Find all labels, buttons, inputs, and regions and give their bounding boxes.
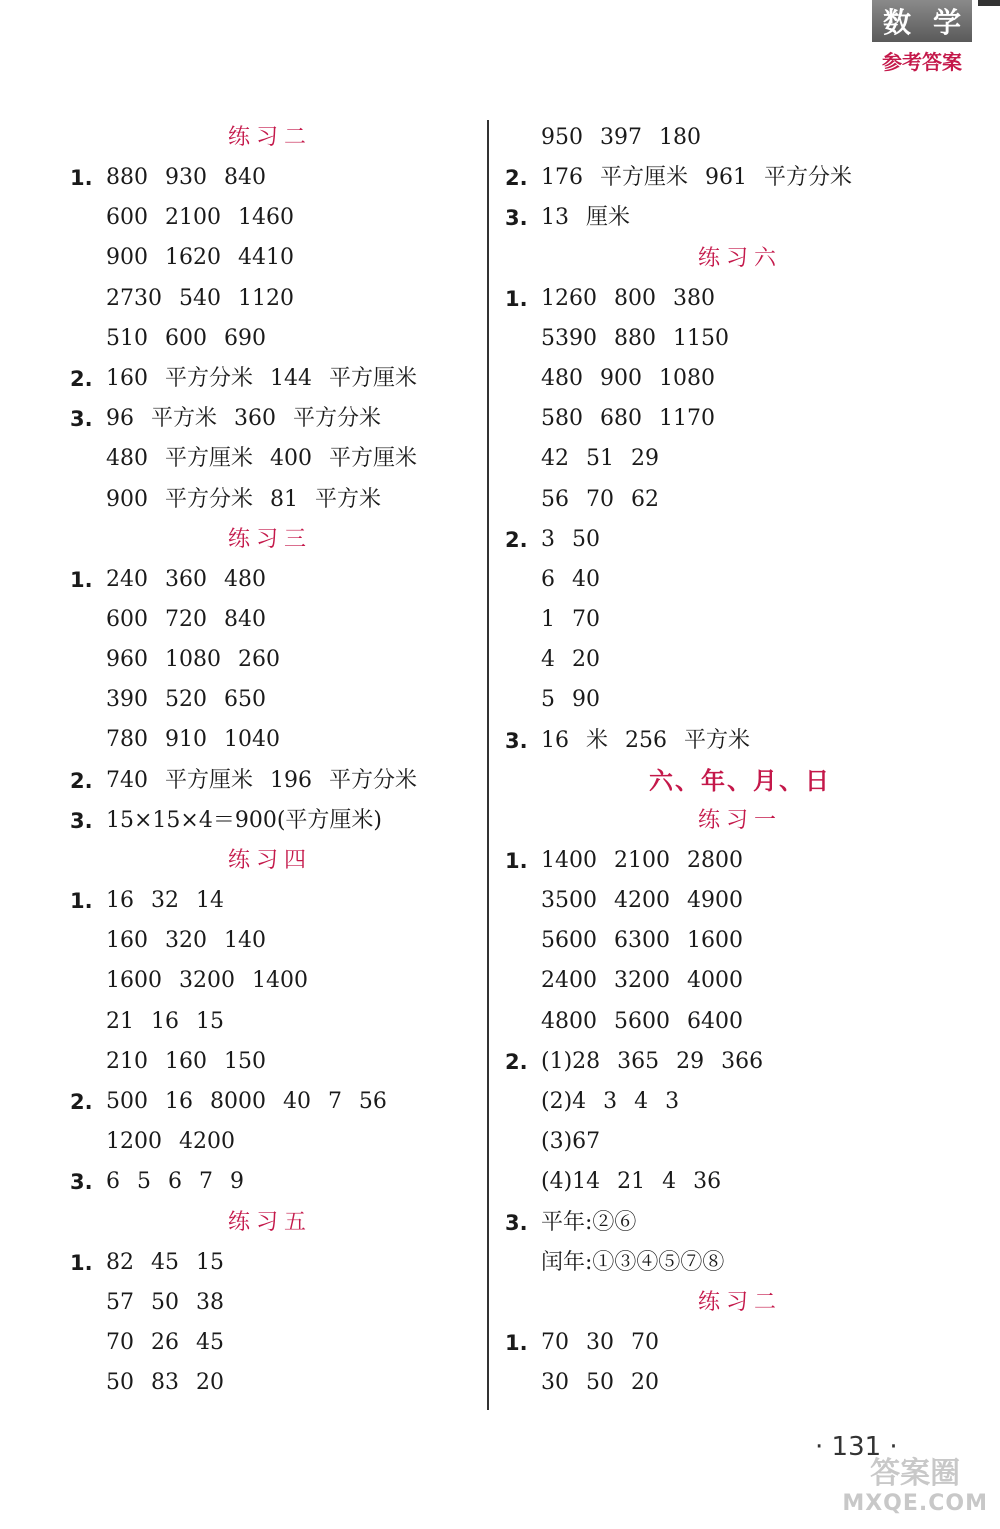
answer-text: 1600 3200 1400 <box>106 968 308 994</box>
question-number <box>505 399 541 439</box>
answer-text: 580 680 1170 <box>541 406 715 432</box>
question-number <box>70 198 106 238</box>
question-number <box>505 1002 541 1042</box>
question-number <box>70 720 106 760</box>
question-number: 1. <box>70 166 93 190</box>
answer-text: 960 1080 260 <box>106 647 280 673</box>
answer-text: 160 320 140 <box>106 928 266 954</box>
subject-char-1: 数 <box>882 6 911 39</box>
question-number: 1. <box>505 286 528 311</box>
answer-text: (4)14 21 4 36 <box>541 1169 722 1195</box>
question-number <box>70 680 106 720</box>
question-number <box>505 1082 541 1122</box>
answer-row <box>505 1363 975 1403</box>
question-number <box>70 921 106 961</box>
question-number: 2. <box>70 768 93 793</box>
answer-row <box>70 720 470 760</box>
answer-text: 1 70 <box>541 607 600 633</box>
answer-text: (3)67 <box>541 1129 601 1155</box>
answer-row <box>505 1122 975 1162</box>
section-title: 练习六 <box>697 245 782 271</box>
answer-row <box>505 118 975 158</box>
question-number <box>505 921 541 961</box>
question-number <box>505 640 541 680</box>
question-number <box>70 1122 106 1162</box>
answer-row <box>70 1002 470 1042</box>
question-number <box>505 1122 541 1162</box>
answer-text: 70 30 70 <box>541 1329 659 1355</box>
answer-row <box>70 961 470 1001</box>
answer-text: 510 600 690 <box>106 325 266 351</box>
answer-text: 6 5 6 7 9 <box>106 1169 244 1195</box>
answer-text: 4 20 <box>541 647 600 673</box>
answer-text: 3500 4200 4900 <box>541 888 743 913</box>
answer-row <box>70 600 470 640</box>
answer-row <box>505 399 975 439</box>
answer-text: 82 45 15 <box>106 1249 224 1275</box>
answer-row <box>70 640 470 680</box>
question-number <box>70 480 106 520</box>
answer-text: (1)28 365 29 366 <box>541 1048 764 1074</box>
question-number: 1. <box>70 567 93 592</box>
question-number <box>505 359 541 399</box>
answer-row <box>505 881 975 921</box>
answer-row <box>70 1162 470 1202</box>
answer-text: 780 910 1040 <box>106 727 280 753</box>
answer-row <box>505 1042 975 1082</box>
answer-text: 平年:②⑥ <box>541 1209 637 1235</box>
question-number: 1. <box>70 889 93 913</box>
answer-text: 240 360 480 <box>106 566 266 592</box>
answer-row <box>70 480 470 520</box>
answer-row <box>505 1243 975 1283</box>
answer-text: 1400 2100 2800 <box>541 847 743 873</box>
answer-row <box>505 921 975 961</box>
answer-text: 1260 800 380 <box>541 285 715 311</box>
page-number: · 131 · <box>815 1432 898 1462</box>
answer-row <box>505 1203 975 1243</box>
answer-text: 5 90 <box>541 687 600 713</box>
answer-row <box>505 560 975 600</box>
answer-text: 880 930 840 <box>106 165 266 190</box>
answer-text: 16 米 256 平方米 <box>541 727 750 753</box>
question-number: 2. <box>70 366 93 391</box>
question-number <box>70 1323 106 1363</box>
answer-row <box>70 238 470 278</box>
question-number <box>70 1363 106 1403</box>
question-number: 2. <box>505 527 528 552</box>
section-title: 练习三 <box>227 526 312 552</box>
question-number <box>505 881 541 921</box>
answer-row <box>70 198 470 238</box>
question-number: 1. <box>505 848 528 873</box>
answer-row <box>505 841 975 881</box>
answer-row <box>505 1002 975 1042</box>
answer-row <box>505 961 975 1001</box>
answer-row <box>70 801 470 841</box>
chapter-title: 六、年、月、日 <box>649 765 831 795</box>
answer-text: 600 2100 1460 <box>106 205 294 231</box>
question-number <box>505 560 541 600</box>
question-number: 1. <box>70 1250 93 1275</box>
question-number <box>70 279 106 319</box>
question-number <box>70 238 106 278</box>
watermark-line-2: MXQE.COM <box>842 1491 988 1516</box>
answer-text: 57 50 38 <box>106 1289 224 1315</box>
answer-text: 2730 540 1120 <box>106 285 294 311</box>
answer-row <box>70 1363 470 1403</box>
question-number <box>505 319 541 359</box>
question-number <box>70 1002 106 1042</box>
answer-row <box>70 439 470 479</box>
section-title: 练习二 <box>227 125 312 150</box>
answer-text: 30 50 20 <box>541 1370 659 1396</box>
question-number <box>70 1042 106 1082</box>
answer-text: 160 平方分米 144 平方厘米 <box>106 365 417 391</box>
question-number <box>505 1363 541 1403</box>
answer-text: 70 26 45 <box>106 1329 224 1355</box>
answer-row <box>70 761 470 801</box>
question-number: 3. <box>505 206 528 231</box>
answer-text: 1200 4200 <box>106 1129 235 1155</box>
subject-char-2: 学 <box>933 6 962 39</box>
answer-text: 900 1620 4410 <box>106 245 294 271</box>
question-number <box>70 319 106 359</box>
left-column <box>70 118 470 1403</box>
answer-row <box>70 1283 470 1323</box>
question-number <box>505 480 541 520</box>
question-number <box>70 600 106 640</box>
answer-text: 210 160 150 <box>106 1048 266 1074</box>
watermark <box>842 1456 988 1519</box>
answer-row <box>70 319 470 359</box>
answer-text: 950 397 180 <box>541 125 701 150</box>
answer-row <box>505 680 975 720</box>
watermark-line-1: 答案圈 <box>870 1456 961 1491</box>
answer-text: 16 32 14 <box>106 888 224 913</box>
answer-text: 4800 5600 6400 <box>541 1008 743 1034</box>
answer-row <box>70 560 470 600</box>
answer-row <box>505 721 975 761</box>
answer-row <box>505 1082 975 1122</box>
answer-text: 480 平方厘米 400 平方厘米 <box>106 446 417 472</box>
answer-row <box>70 680 470 720</box>
answer-row <box>505 319 975 359</box>
answer-row <box>70 1323 470 1363</box>
question-number: 3. <box>70 407 93 432</box>
question-number <box>505 118 541 158</box>
question-number <box>70 640 106 680</box>
answer-row <box>70 279 470 319</box>
answer-text: 5600 6300 1600 <box>541 928 743 954</box>
answer-row <box>505 520 975 560</box>
answer-row <box>505 600 975 640</box>
question-number: 3. <box>505 728 528 753</box>
answer-row <box>70 1082 470 1122</box>
answer-row <box>70 158 470 198</box>
answer-text: 56 70 62 <box>541 486 659 512</box>
section-title: 练习四 <box>227 848 312 873</box>
question-number <box>505 600 541 640</box>
question-number <box>70 439 106 479</box>
answer-row <box>70 359 470 399</box>
answer-text: 6 40 <box>541 566 600 592</box>
answer-row <box>70 399 470 439</box>
answer-text: 900 平方分米 81 平方米 <box>106 486 381 512</box>
answer-text: 2400 3200 4000 <box>541 968 743 994</box>
question-number: 1. <box>505 1330 528 1355</box>
answer-row <box>70 881 470 921</box>
answer-text: (2)4 3 4 3 <box>541 1088 680 1114</box>
question-number: 3. <box>505 1210 528 1235</box>
question-number <box>505 1162 541 1202</box>
answer-text: 500 16 8000 40 7 56 <box>106 1088 387 1114</box>
question-number: 2. <box>505 1049 528 1074</box>
section-title: 练习一 <box>697 807 782 833</box>
answer-text: 21 16 15 <box>106 1008 224 1034</box>
answer-row <box>505 198 975 238</box>
answer-text: 600 720 840 <box>106 606 266 632</box>
right-column <box>505 118 975 1403</box>
subject-badge <box>872 0 972 74</box>
answer-row <box>505 279 975 319</box>
question-number <box>505 439 541 479</box>
answer-text: 闰年:①③④⑤⑦⑧ <box>541 1249 725 1275</box>
question-number <box>505 1243 541 1283</box>
question-number: 3. <box>70 1170 93 1195</box>
answer-row <box>505 439 975 479</box>
question-number: 2. <box>70 1089 93 1114</box>
answer-text: 740 平方厘米 196 平方分米 <box>106 767 417 793</box>
answer-text: 5390 880 1150 <box>541 325 729 351</box>
answer-row <box>70 921 470 961</box>
answer-text: 13 厘米 <box>541 205 630 231</box>
section-title: 练习二 <box>697 1289 782 1315</box>
answer-text: 3 50 <box>541 526 600 552</box>
question-number: 3. <box>70 808 93 833</box>
question-number <box>70 1283 106 1323</box>
answer-text: 50 83 20 <box>106 1370 224 1396</box>
section-title: 练习五 <box>227 1209 312 1235</box>
answer-text: 15×15×4＝900(平方厘米) <box>106 807 383 833</box>
answer-row <box>70 1042 470 1082</box>
answer-row <box>505 640 975 680</box>
answer-row <box>505 480 975 520</box>
answer-text: 176 平方厘米 961 平方分米 <box>541 165 852 191</box>
answer-text: 42 51 29 <box>541 446 659 472</box>
corner-bar <box>978 0 1000 6</box>
answer-text: 480 900 1080 <box>541 365 715 391</box>
question-number <box>70 961 106 1001</box>
answer-row <box>70 1122 470 1162</box>
answer-row <box>505 359 975 399</box>
answer-row <box>70 1243 470 1283</box>
answer-text: 96 平方米 360 平方分米 <box>106 406 381 432</box>
question-number: 2. <box>505 166 528 191</box>
answer-row <box>505 1162 975 1202</box>
column-divider <box>487 120 489 1410</box>
answer-row <box>505 158 975 198</box>
answer-key-label: 参考答案 <box>882 50 962 74</box>
answer-row <box>505 1323 975 1363</box>
question-number <box>505 961 541 1001</box>
question-number <box>505 680 541 720</box>
subject-title <box>872 0 972 42</box>
answer-text: 390 520 650 <box>106 687 266 713</box>
